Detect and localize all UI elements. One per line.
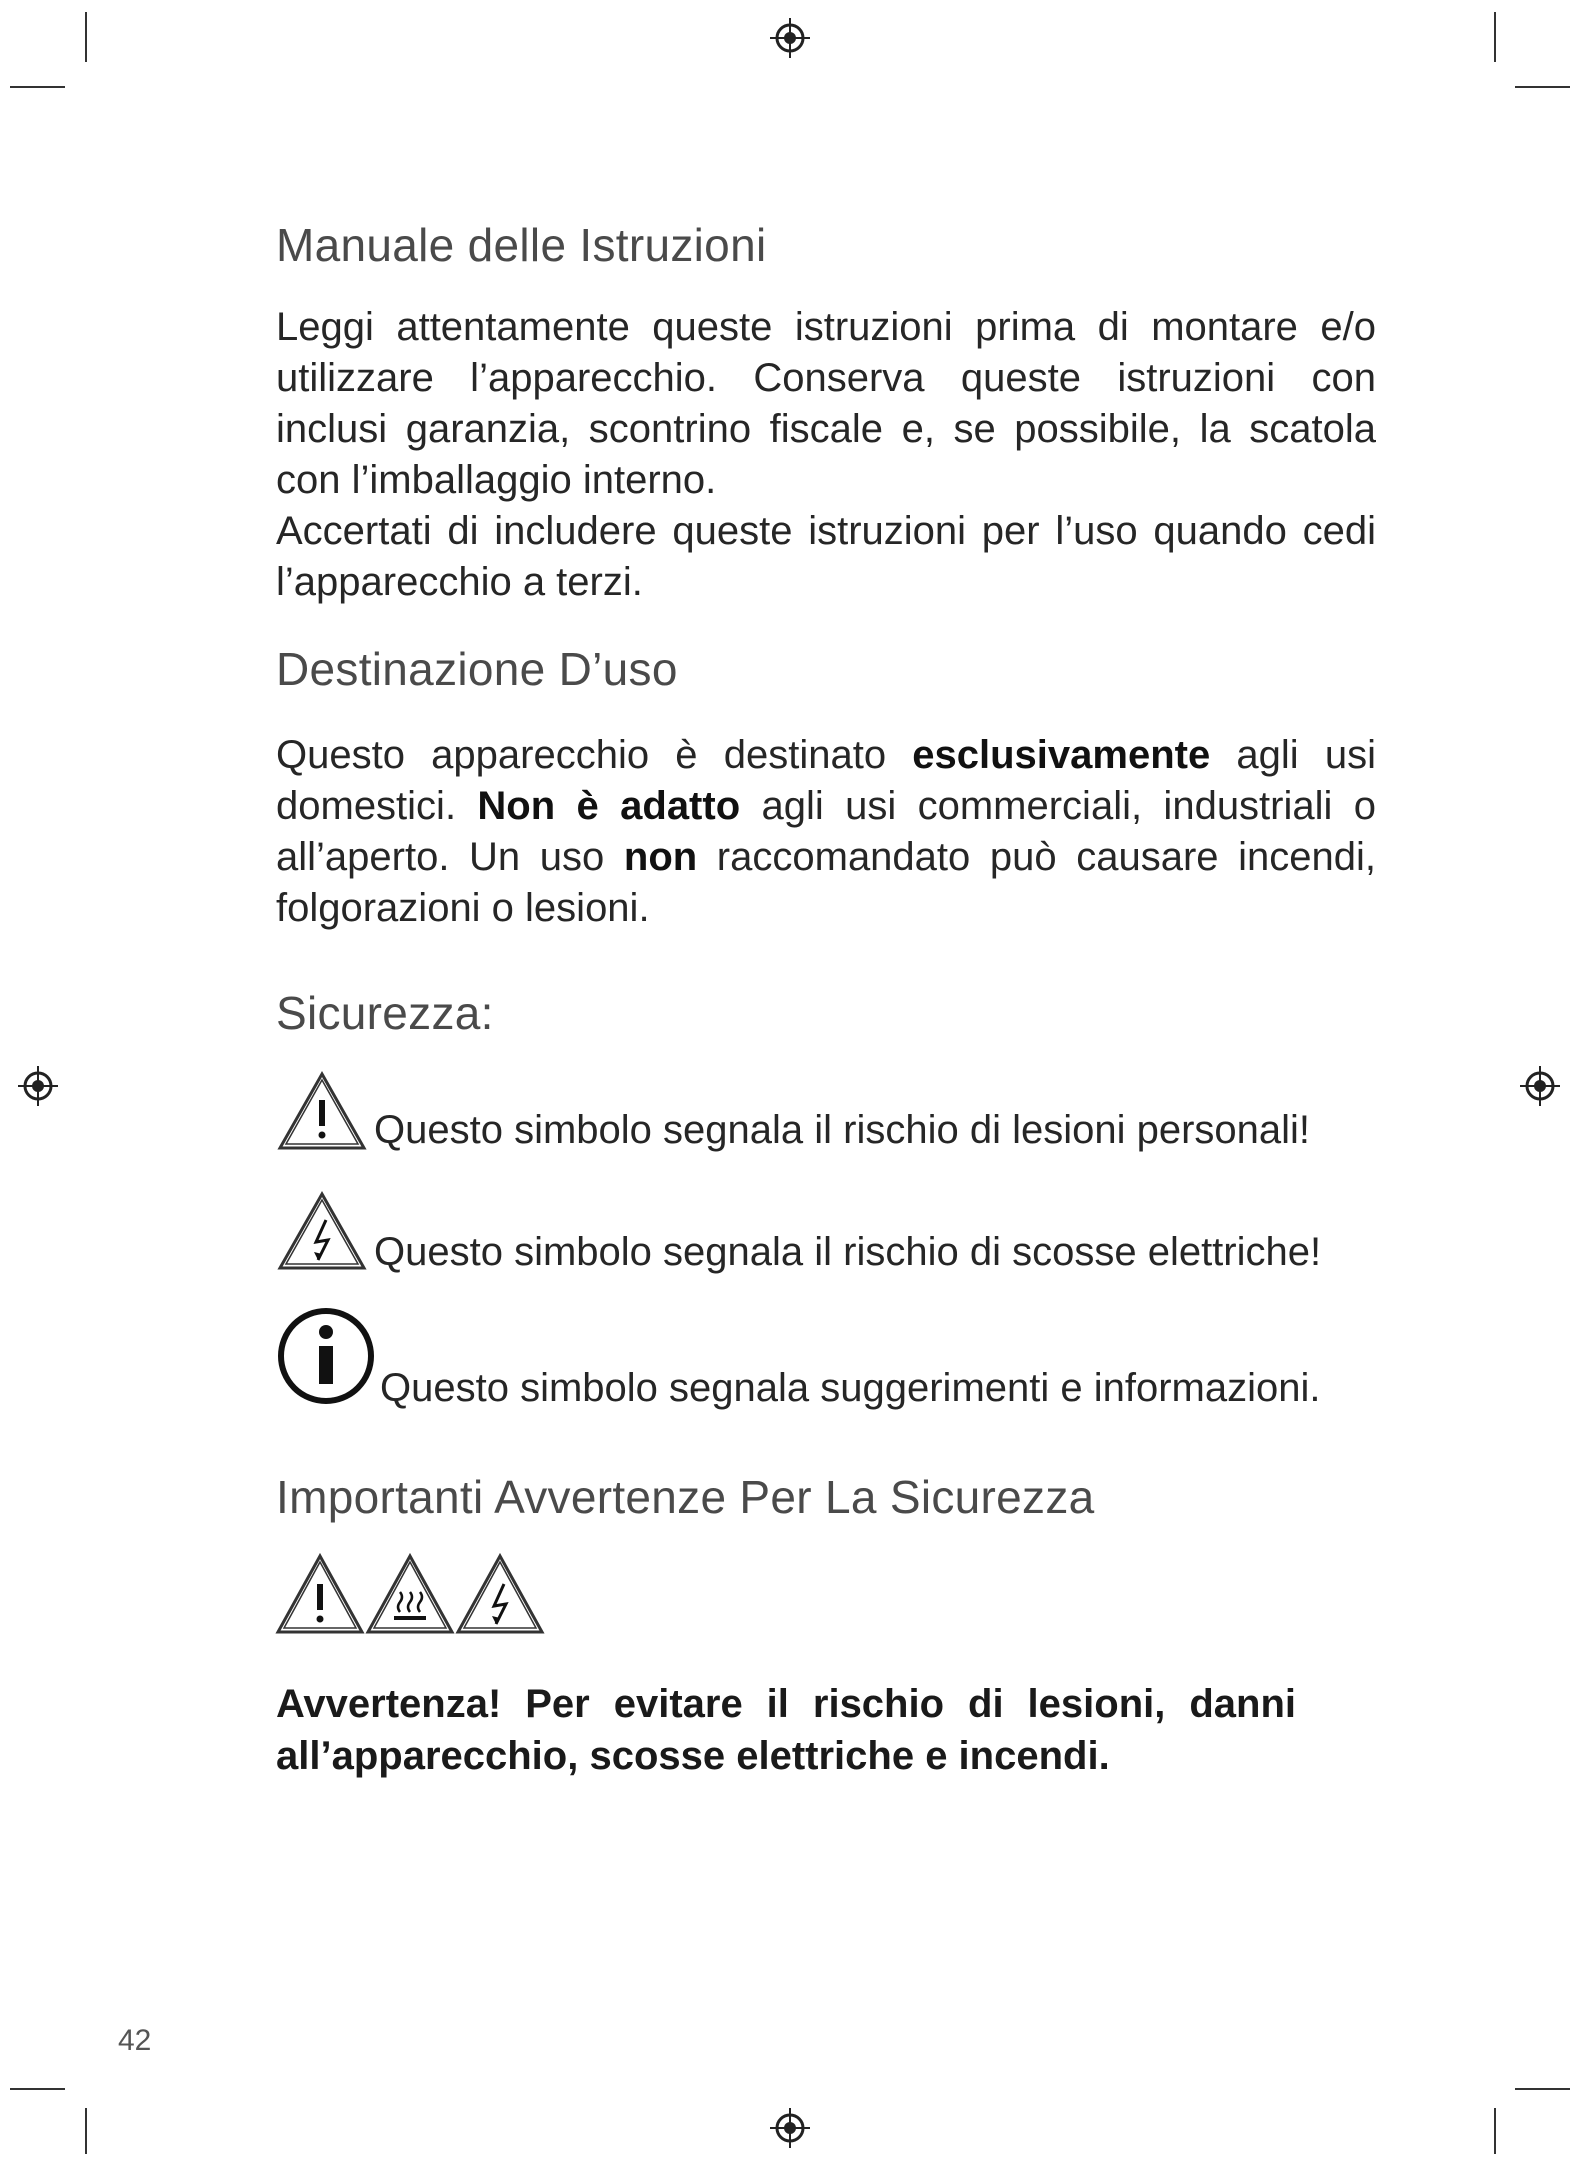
registration-mark-icon [16,1064,60,1108]
symbol-row-injury [276,1070,1376,1150]
warning-paragraph [276,1678,1296,1782]
text-line: all’apparecchio, scosse elettriche e incendi. [276,1734,1110,1778]
registration-mark-icon [1518,1064,1562,1108]
warning-triangle-icon [274,1552,366,1636]
electric-shock-icon [454,1552,546,1636]
section-heading-destination: Destinazione D’uso [276,643,678,695]
text-line: Avvertenza! Per evitare il rischio di lesioni, danni [276,1682,1296,1726]
destination-paragraph [276,730,1376,934]
registration-mark-icon [768,16,812,60]
symbol-row-electric [276,1190,1376,1274]
text-line [276,832,1376,883]
text-run: raccomandato può causare incendi, [697,835,1377,879]
emphasis-text: esclusivamente [912,733,1211,777]
page-title: Manuale delle Istruzioni [276,219,767,271]
warning-icons-row [274,1552,554,1638]
text-line: con l’imballaggio interno. [276,458,717,502]
hot-surface-icon [364,1552,456,1636]
crop-mark [1515,2088,1570,2090]
text-run: agli usi [1210,733,1377,777]
crop-mark [10,2088,65,2090]
crop-mark [85,12,87,62]
text-line: Leggi attentamente queste istruzioni prima di montare e/o [276,305,1376,349]
emphasis-text: non [623,835,698,879]
text-line [276,730,1376,781]
crop-mark [1494,12,1496,62]
registration-mark-icon [768,2106,812,2150]
emphasis-text: Non è adatto [477,784,741,828]
section-heading-safety: Sicurezza: [276,987,494,1039]
text-line: inclusi garanzia, scontrino fiscale e, se possibile, la scatola [276,407,1376,451]
symbol-description: Questo simbolo segnala il rischio di scosse elettriche! [374,1230,1322,1274]
text-line: l’apparecchio a terzi. [276,560,643,604]
text-line [276,781,1376,832]
crop-mark [10,86,65,88]
symbol-row-info [276,1306,1376,1416]
info-icon [276,1306,376,1406]
crop-mark [1494,2108,1496,2154]
symbol-description: Questo simbolo segnala il rischio di lesioni personali! [374,1108,1311,1152]
text-run: agli usi commerciali, industriali o [740,784,1376,828]
text-line: Accertati di includere queste istruzioni per l’uso quando cedi [276,509,1376,553]
symbol-description: Questo simbolo segnala suggerimenti e informazioni. [380,1366,1321,1410]
text-run: domestici. [276,784,478,828]
text-line: folgorazioni o lesioni. [276,886,650,930]
text-run: Questo apparecchio è destinato [276,733,913,777]
page-number: 42 [118,2024,152,2057]
crop-mark [1515,86,1570,88]
warning-triangle-icon [276,1070,368,1152]
text-run: all’aperto. Un uso [276,835,624,879]
electric-shock-icon [276,1190,368,1272]
intro-paragraph [276,302,1376,608]
section-heading-important-warnings: Importanti Avvertenze Per La Sicurezza [276,1471,1095,1523]
crop-mark [85,2108,87,2154]
text-line: utilizzare l’apparecchio. Conserva queste istruzioni con [276,356,1376,400]
